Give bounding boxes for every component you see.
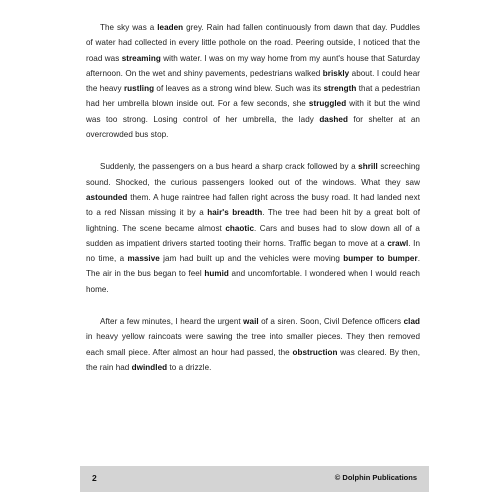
vocab-word: dwindled <box>131 362 168 372</box>
vocab-word: briskly <box>322 68 350 78</box>
publisher-credit: © Dolphin Publications <box>334 473 417 482</box>
text-run: and uncomfortable. I wondered when I would reach home. <box>86 269 420 294</box>
vocab-word: obstruction <box>292 347 338 357</box>
text-run: them. A huge raintree had fallen right across the busy road. It had landed next to a red Nissan missing it by a <box>86 192 420 218</box>
text-run: of a siren. Soon, Civil Defence officers <box>258 317 404 327</box>
text-run: screeching sound. Shocked, the curious passengers looked out of the windows. What they saw <box>86 162 420 187</box>
text-run: After a few minutes, I heard the urgent <box>100 317 244 327</box>
text-run: with water. I was on my way home from my aunt's house that Saturday afternoon. On the wet and shiny pavements, pedestrians walked <box>86 53 420 78</box>
paragraph <box>86 314 420 375</box>
text-run: of leaves as a strong wind blew. Such was its <box>154 84 324 94</box>
page-footer <box>80 466 429 492</box>
vocab-word: struggled <box>308 99 347 109</box>
vocab-word: shrill <box>358 162 378 172</box>
text-run: for shelter at an overcrowded bus stop. <box>86 114 420 140</box>
vocab-word: crawl <box>387 238 409 248</box>
vocab-word: massive <box>127 254 160 264</box>
vocab-word: dashed <box>319 114 348 124</box>
text-run: . The tree had been hit by a great bolt of lightning. The scene became almost <box>86 208 420 233</box>
text-run: . Cars and buses had to slow down all of a sudden as impatient drivers started tooting their horns. Traffic began to move at a <box>86 223 420 248</box>
text-run: that a pedestrian had her umbrella blown inside out. For a few seconds, she <box>86 84 420 109</box>
text-run: with it but the wind was too strong. Losing control of her umbrella, the lady <box>86 99 420 124</box>
page-number: 2 <box>92 473 97 483</box>
text-run: was cleared. By then, the rain had <box>86 347 420 372</box>
vocab-word: clad <box>403 317 420 327</box>
paragraph <box>86 20 420 142</box>
vocab-word: wail <box>243 317 259 327</box>
text-run: . In no time, a <box>86 238 420 264</box>
vocab-word: strength <box>323 84 357 94</box>
text-run: . The air in the bus began to feel <box>86 254 420 279</box>
text-run: about. I could hear the heavy <box>86 68 421 94</box>
vocab-word: astounded <box>86 192 128 202</box>
vocab-word: humid <box>204 269 229 279</box>
text-run: to a drizzle. <box>167 362 212 372</box>
vocab-word: hair's breadth <box>207 208 263 218</box>
vocab-word: rustling <box>123 84 155 94</box>
text-run: in heavy yellow raincoats were sawing the tree into smaller pieces. They then removed each small piece. After almost an hour had passed, the <box>86 332 420 357</box>
paragraph <box>86 159 420 297</box>
vocab-word: bumper to bumper <box>343 254 418 264</box>
vocab-word: streaming <box>121 53 161 63</box>
text-run: jam had built up and the vehicles were moving <box>159 254 344 264</box>
text-run: Suddenly, the passengers on a bus heard a sharp crack followed by a <box>100 162 359 172</box>
vocab-word: leaden <box>157 23 184 32</box>
text-run: The sky was a <box>100 23 158 32</box>
story-text <box>86 20 420 392</box>
vocab-word: chaotic <box>225 223 255 233</box>
text-run: grey. Rain had fallen continuously from dawn that day. Puddles of water had collected in every little pothole on the road. Peering outside, I noticed that the road was <box>86 23 420 63</box>
